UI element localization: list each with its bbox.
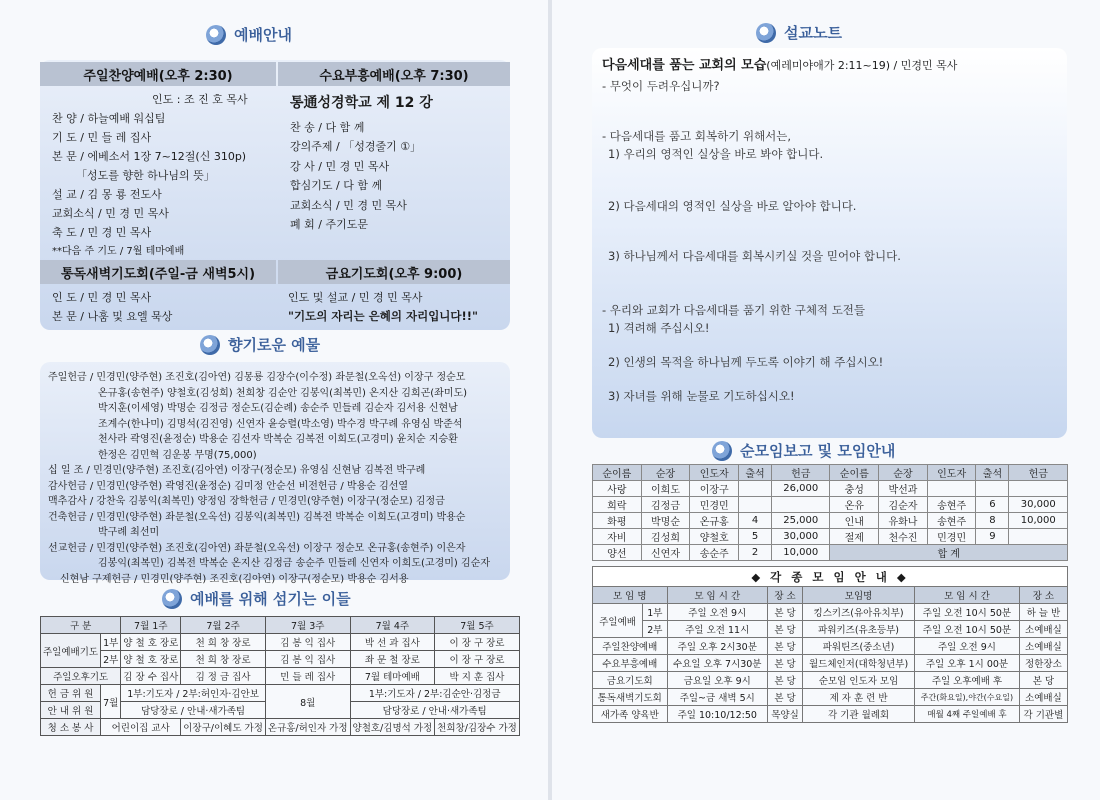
table-row: 새가족 양육반 주일 10:10/12:50 목양실 각 기관 월례회 매월 4째 주일예배 후 각 기관별: [593, 706, 1068, 723]
table-row: 청 소 봉 사 어린이집 교사 이장구/이혜도 가정 온규홍/허인자 가정 양철호/김명석 가정 천희창/김장수 가정: [41, 719, 520, 736]
table-row: 통독새벽기도회 주일~금 새벽 5시 본 당 제 자 훈 련 반 주간(화요일),야간(수요일) 소예배실: [593, 689, 1068, 706]
church-logo-icon: [206, 25, 226, 45]
table-row: 금요기도회 금요일 오후 9시 본 당 순모임 인도자 모임 주일 오후예배 후 본 당: [593, 672, 1068, 689]
offering-list: 주일헌금 / 민경민(양주현) 조진호(김아연) 김몽룡 김장수(이수정) 좌문철(오옥선) 이장구 정순모 온규홍(송현주) 양철호(김성희) 천희창 김순안 김봉익(최복민) 온지산 김희곤(좌미도) 박지훈(이세영) 박명순 김정금 정순도(김순례) 송순주 민들레 김순자 김서용 신현남 조계수(한나미) 김명석(김진영) 신연자 윤승렬(박소영) 박수경 박구례 유영심 박준석 천사라 곽영진(윤정순) 박용순 김선자 박복순 김복전 이희도(고경미) 윤치순 지승환 한정은 김민혁 김운봉 무명(75,000) 십 일 조 / 민경민(양주현) 조진호(김아연) 이장구(정순모) 유영심 신현남 김복전 박구례 감사헌금 / 민경민(양주현) 곽영진(윤정순) 김미정 안순선 비전헌금 / 박용순 김선열 맥추감사 / 강찬욱 김봉익(최복민) 양정임 장학헌금 / 민경민(양주현) 이장구(정순모) 김정금 건축헌금 / 민경민(양주현) 좌문철(오옥선) 김봉익(최복민) 김복전 박복순 이희도(고경미) 박용순 박구례 최선미 선교헌금 / 민경민(양주현) 조진호(김아연) 좌문철(오옥선) 이장구 정순모 온규홍(송현주) 이은자 김봉익(최복민) 김복전 박복순 온지산 김정금 송순주 민들레 신연자 이희도(고경미) 김순자 신현남 구제헌금 / 민경민(양주현) 조진호(김아연) 이장구(정순모) 박용순 김서용: [48, 372, 490, 585]
cell-report-table: [592, 464, 1068, 561]
table-row: 모 임 명 모 임 시 간 장 소 모임명 모 임 시 간 장 소: [593, 587, 1068, 604]
right-page: [552, 0, 1100, 800]
sermon-line: 1) 우리의 영적인 실상을 바로 봐야 합니다.: [608, 147, 824, 161]
sermon-line: - 무엇이 두려우십니까?: [602, 79, 720, 93]
table-row: 주일찬양예배 주일 오후 2시30분 본 당 파워틴즈(중소년) 주일 오전 9시 소예배실: [593, 638, 1068, 655]
table-row: 구 분 7월 1주 7월 2주 7월 3주 7월 4주 7월 5주: [41, 617, 520, 634]
dawn-prayer-title: 통독새벽기도회(주일-금 새벽5시): [40, 260, 276, 284]
table-row: 수요부흥예배 수요일 오후 7시30분 본 당 월드체인저(대학청년부) 주일 오후 1시 00분 정한장소: [593, 655, 1068, 672]
sermon-line: 3) 자녀를 위해 눈물로 기도하십시오!: [608, 389, 795, 403]
table-row: 화평 박명순 온규홍 4 25,000 인내 유화나 송현주 8 10,000: [593, 513, 1068, 529]
table-row: 주일예배기도 1부 양 철 호 장로 천 희 창 장로 김 봉 익 집사 박 선 과 집사 이 장 구 장로: [41, 634, 520, 651]
offering-heading: 향기로운 예물: [200, 334, 320, 355]
church-logo-icon: [162, 589, 182, 609]
worship-heading: 예배안내: [206, 24, 292, 45]
table-row: 희락 김정금 민경민 온유 김순자 송현주 6 30,000: [593, 497, 1068, 513]
table-row: 사랑 이희도 이장구 26,000 충성 박선과: [593, 481, 1068, 497]
meetings-table: [592, 566, 1068, 723]
dawn-prayer-details: 인 도 / 민 경 민 목사 본 문 / 나훔 및 요엘 묵상: [52, 291, 173, 323]
church-logo-icon: [712, 441, 732, 461]
sunday-worship-details: 인도 : 조 진 호 목사 찬 양 / 하늘예배 워십팀 기 도 / 민 들 레 집사 본 문 / 에베소서 1장 7~12절(신 310p) 「성도를 향한 하나님의 뜻」 설 교 / 김 몽 룡 전도사 교회소식 / 민 경 민 목사 축 도 / 민 경 민 목사 **다음 주 기도 / 7월 테마예배: [52, 93, 248, 257]
table-row: 헌 금 위 원 7월 1부:기도자 / 2부:허인자·김안보 8월 1부:기도자 / 2부:김순안·김정금: [41, 685, 520, 702]
sermon-line: 2) 인생의 목적을 하나님께 두도록 이야기 해 주십시오!: [608, 355, 884, 369]
table-row: 주일예배 1부 주일 오전 9시 본 당 킹스키즈(유아유치부) 주일 오전 10시 50분 하 늘 반: [593, 604, 1068, 621]
table-row: 양선 신연자 송순주 2 10,000 합 계: [593, 545, 1068, 561]
sermon-line: 3) 하나님께서 다음세대를 회복시키실 것을 믿어야 합니다.: [608, 249, 901, 263]
sermon-line: - 우리와 교회가 다음세대를 품기 위한 구체적 도전들: [602, 303, 866, 317]
church-logo-icon: [200, 335, 220, 355]
left-page: [0, 0, 548, 800]
table-row: [593, 567, 1068, 587]
table-row: 안 내 위 원 담당장로 / 안내·새가족팀 담당장로 / 안내·새가족팀: [41, 702, 520, 719]
cell-report-heading: 순모임보고 및 모임안내: [712, 440, 895, 461]
table-row: 2부 양 철 호 장로 천 희 창 장로 김 봉 익 집사 좌 문 철 장로 이 장 구 장로: [41, 651, 520, 668]
worship-info-panel: [40, 60, 510, 330]
table-row: 자비 김성희 양철호 5 30,000 절제 천수진 민경민 9: [593, 529, 1068, 545]
table-row: 주일오후기도 김 장 수 집사 김 정 금 집사 민 들 레 집사 7월 테마예배 박 지 훈 집사: [41, 668, 520, 685]
offering-panel: [40, 362, 510, 585]
meetings-title: ◆ 각 종 모 임 안 내 ◆: [593, 567, 1068, 587]
sermon-title: 다음세대를 품는 교회의 모습(예레미야애가 2:11~19) / 민경민 목사: [602, 58, 958, 73]
sermon-line: - 다음세대를 품고 회복하기 위해서는,: [602, 129, 792, 143]
table-row: 순이름 순장 인도자 출석 헌금 순이름 순장 인도자 출석 헌금: [593, 465, 1068, 481]
wednesday-worship-details: 통通성경학교 제 12 강 찬 송 / 다 함 께 강의주제 / 「성경줄기 ①」 강 사 / 민 경 민 목사 합심기도 / 다 함 께 교회소식 / 민 경 민 목사 폐 회 / 주기도문: [290, 95, 433, 231]
servers-heading: 예배를 위해 섬기는 이들: [162, 588, 351, 609]
table-row: 2부 주일 오전 11시 본 당 파워키즈(유초등부) 주일 오전 10시 50분 소예배실: [593, 621, 1068, 638]
sunday-worship-title: 주일찬양예배(오후 2:30): [40, 62, 276, 86]
sermon-heading: 설교노트: [756, 22, 842, 43]
wednesday-worship-title: 수요부흥예배(오후 7:30): [278, 62, 510, 86]
cell-total-label: 합 계: [830, 545, 1068, 561]
church-logo-icon: [756, 23, 776, 43]
sermon-line: 2) 다음세대의 영적인 실상을 바로 알아야 합니다.: [608, 199, 857, 213]
sermon-line: 1) 격려해 주십시오!: [608, 321, 710, 335]
sermon-note-panel: [592, 48, 1067, 438]
servers-table: [40, 616, 520, 736]
friday-prayer-details: 인도 및 설교 / 민 경 민 목사 "기도의 자리는 은혜의 자리입니다!!": [288, 291, 479, 323]
friday-prayer-title: 금요기도회(오후 9:00): [278, 260, 510, 284]
